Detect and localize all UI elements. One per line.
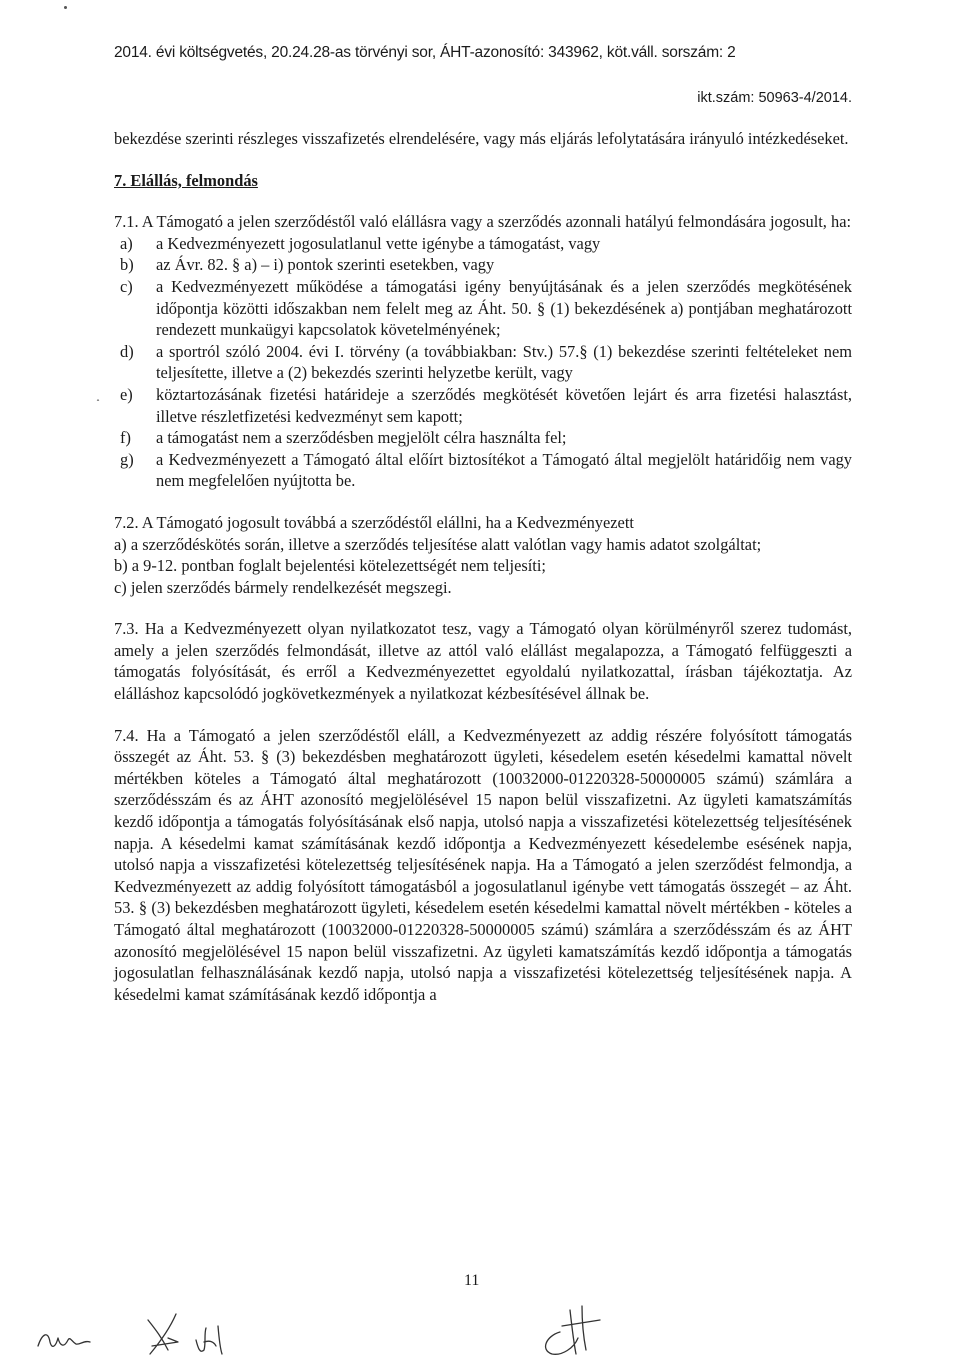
list-text: a Kedvezményezett a Támogató által előírt biztosítékot a Támogató által megjelölt határidőig nem vagy nem megfelelően nyújtotta be. bbox=[156, 449, 852, 491]
list-text: a Kedvezményezett jogosulatlanul vette igénybe a támogatást, vagy bbox=[156, 233, 601, 253]
list-text: köztartozásának fizetési határideje a szerződés megkötését követően lejárt és arra fizetési halasztást, illetve részletfizetési kedvezményt sem kapott; bbox=[156, 384, 852, 426]
running-head: 2014. évi költségvetés, 20.24.28-as törvényi sor, ÁHT-azonosító: 343962, köt.váll. sorszám: 2 bbox=[114, 44, 736, 61]
list-marker: b) bbox=[120, 255, 134, 275]
paragraph-7-1-intro: 7.1. A Támogató a jelen szerződéstől való elállásra vagy a szerződés azonnali hatályú felmondására jogosult, ha: bbox=[114, 212, 852, 232]
signature-initial-2 bbox=[148, 1314, 178, 1354]
list-item bbox=[114, 233, 852, 255]
list-text: az Ávr. 82. § a) – i) pontok szerinti esetekben, vagy bbox=[156, 255, 495, 275]
list-text: a támogatást nem a szerződésben megjelölt célra használta fel; bbox=[156, 428, 567, 448]
margin-tick-mark: ˰ bbox=[96, 388, 100, 402]
signature-initial-4 bbox=[546, 1306, 600, 1354]
list-marker: a) bbox=[120, 233, 133, 253]
paragraph-7-3: 7.3. Ha a Kedvezményezett olyan nyilatkozatot tesz, vagy a Támogató olyan körülményről szerez tudomást, amely a jelen szerződés felmondását, illetve az attól való elállást megalapozza, a Támogató felfüggeszti a támogatás folyósítását, és erről a Kedvezményezettet egyoldalú nyilatkozattal, írásban tájékoztatja. Az elálláshoz kapcsolódó jogkövetkezmények a nyilatkozat kézbesítésével állnak be. bbox=[114, 619, 852, 704]
list-marker: g) bbox=[120, 449, 134, 469]
list-7-2-item-b: b) a 9-12. pontban foglalt bejelentési kötelezettségét nem teljesíti; bbox=[114, 556, 546, 576]
list-item bbox=[114, 384, 852, 427]
list-marker: c) bbox=[120, 276, 133, 296]
list-7-2-item-a: a) a szerződéskötés során, illetve a szerződés teljesítése alatt valótlan vagy hamis adatot szolgáltat; bbox=[114, 534, 762, 554]
registration-number: ikt.szám: 50963-4/2014. bbox=[697, 90, 852, 106]
list-item bbox=[114, 341, 852, 384]
list-marker: f) bbox=[120, 428, 131, 448]
list-text: a Kedvezményezett működése a támogatási igény benyújtásának és a jelen szerződés megkötésének időpontja közötti időszakban nem felelt meg az Áht. 50. § (1) bekezdésének a) pontjában meghatározott rendezett munkaügyi kapcsolatok követelményének; bbox=[156, 276, 852, 340]
page-number: 11 bbox=[464, 1272, 480, 1289]
signature-initial-3 bbox=[196, 1326, 222, 1354]
scan-speck bbox=[64, 6, 67, 9]
list-7-1 bbox=[114, 233, 852, 492]
list-text: a sportról szóló 2004. évi I. törvény (a továbbiakban: Stv.) 57.§ (1) bekezdése szerinti feltételeket nem teljesítette, illetve a (2) bekezdés szerinti helyzetbe került, vagy bbox=[156, 341, 852, 383]
list-item bbox=[114, 254, 852, 276]
list-marker: d) bbox=[120, 341, 134, 361]
initials-signatures bbox=[0, 1250, 960, 1358]
signature-initial-1 bbox=[38, 1335, 90, 1347]
intro-paragraph: bekezdése szerinti részleges visszafizetés elrendelésére, vagy más eljárás lefolytatására irányuló intézkedéseket. bbox=[114, 129, 849, 148]
paragraph-7-2-intro: 7.2. A Támogató jogosult továbbá a szerződéstől elállni, ha a Kedvezményezett bbox=[114, 512, 634, 532]
list-item bbox=[114, 427, 852, 449]
document-body bbox=[114, 128, 852, 1005]
list-item bbox=[114, 449, 852, 492]
list-marker: e) bbox=[120, 384, 133, 404]
list-item bbox=[114, 276, 852, 341]
paragraph-7-4: 7.4. Ha a Támogató a jelen szerződéstől eláll, a Kedvezményezett az addig részére folyósított támogatás összegét az Áht. 53. § (3) bekezdésben meghatározott ügyleti, késedelem esetén késedelmi kamattal növelt mértékben köteles a Támogató által meghatározott (10032000-01220328-50000005 számú) számlára a szerződésszám és az ÁHT azonosító megjelölésével 15 napon belül visszafizetni. Az ügyleti kamatszámítás kezdő időpontja a támogatás folyósításának első napja, utolsó napja a visszafizetési kötelezettség teljesítésének napja. A késedelmi kamat számításának kezdő időpontja a Kedvezményezett késedelembe esésének napja, utolsó napja a visszafizetési kötelezettség teljesítésének napja. Ha a Támogató a jelen szerződést felmondja, a Kedvezményezett az addig folyósított támogatásból a jogosulatlanul igénybe vett támogatás összegét – az Áht. 53. § (3) bekezdésben meghatározott ügyleti, késedelem esetén késedelmi kamattal növelt mértékben - köteles a Támogató által meghatározott (10032000-01220328-50000005 számú) számlára a szerződésszám és az ÁHT azonosító megjelölésével 15 napon belül visszafizetni. Az ügyleti kamatszámítás kezdő időpontja a támogatás jogosulatlan felhasználásának kezdő napja, utolsó napja a visszafizetési kötelezettség teljesítésének napja. A késedelmi kamat számításának kezdő időpontja a bbox=[114, 725, 852, 1004]
section-title: 7. Elállás, felmondás bbox=[114, 170, 258, 190]
list-7-2-item-c: c) jelen szerződés bármely rendelkezését megszegi. bbox=[114, 577, 452, 597]
